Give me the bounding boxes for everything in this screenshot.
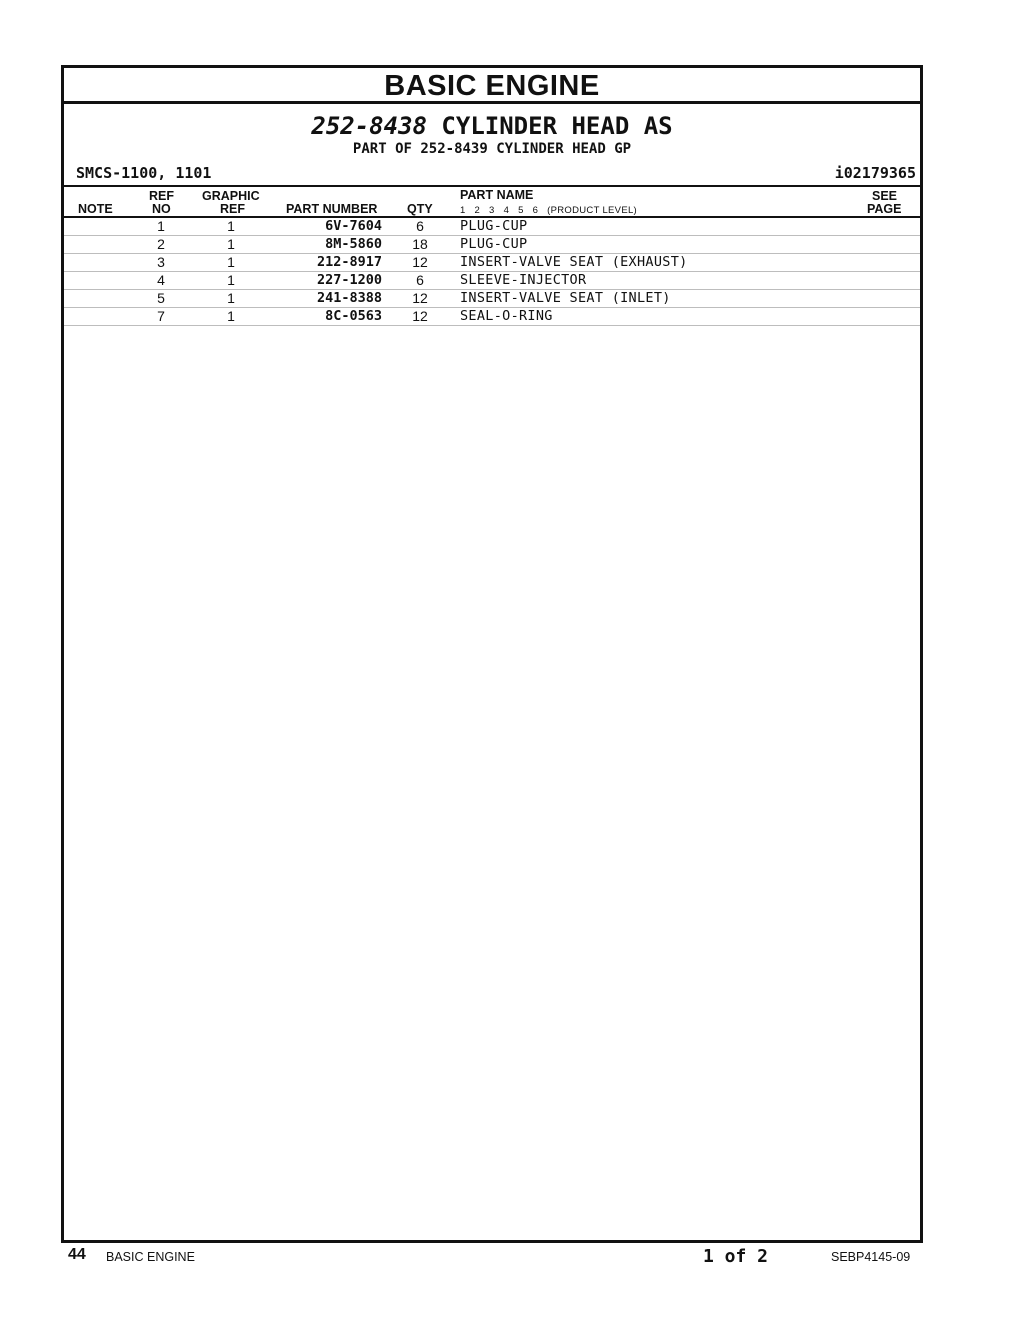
col-product-levels xyxy=(460,205,637,216)
assembly-name: CYLINDER HEAD AS xyxy=(441,112,673,140)
product-level-numbers: 1 2 3 4 5 6 xyxy=(460,205,539,216)
part-number: 6V-7604 xyxy=(325,218,382,234)
col-part-name: PART NAME xyxy=(460,188,534,202)
smcs-row xyxy=(64,165,920,187)
col-graphic-top: GRAPHIC xyxy=(202,189,260,203)
col-ref-bottom: NO xyxy=(152,202,171,216)
ref-no: 1 xyxy=(157,218,165,234)
part-number: 241-8388 xyxy=(316,290,382,306)
graphic-ref: 1 xyxy=(227,218,235,234)
quantity: 6 xyxy=(416,272,424,288)
column-header xyxy=(64,187,920,218)
col-qty: QTY xyxy=(407,202,433,216)
ref-no: 7 xyxy=(157,308,165,324)
ref-no: 3 xyxy=(157,254,165,270)
section-title: BASIC ENGINE xyxy=(64,68,920,104)
assembly-part-number: 252-8438 xyxy=(311,112,427,140)
col-see-top: SEE xyxy=(872,189,898,203)
quantity: 12 xyxy=(412,290,428,306)
graphic-ref: 1 xyxy=(227,272,235,288)
ref-no: 2 xyxy=(157,236,165,252)
smcs-code: SMCS-1100, 1101 xyxy=(76,164,212,182)
parts-list-frame xyxy=(61,65,923,1243)
table-row xyxy=(64,218,920,236)
part-number: 8M-5860 xyxy=(325,236,382,252)
parts-table xyxy=(64,218,920,326)
part-name: PLUG-CUP xyxy=(460,218,528,234)
quantity: 6 xyxy=(416,218,424,234)
document-id: SEBP4145-09 xyxy=(831,1250,911,1264)
quantity: 12 xyxy=(412,308,428,324)
graphic-ref: 1 xyxy=(227,254,235,270)
table-row xyxy=(64,290,920,308)
col-part-number: PART NUMBER xyxy=(286,202,378,216)
ref-no: 4 xyxy=(157,272,165,288)
col-note: NOTE xyxy=(78,202,113,216)
col-graphic-bottom: REF xyxy=(220,202,245,216)
graphic-ref: 1 xyxy=(227,308,235,324)
graphic-ref: 1 xyxy=(227,236,235,252)
part-number: 227-1200 xyxy=(316,272,382,288)
page-footer xyxy=(0,1246,1020,1270)
table-row xyxy=(64,308,920,326)
quantity: 12 xyxy=(412,254,428,270)
quantity: 18 xyxy=(412,236,428,252)
illustration-id: i02179365 xyxy=(834,164,916,182)
col-see-bottom: PAGE xyxy=(867,202,902,216)
part-name: SLEEVE-INJECTOR xyxy=(460,272,587,288)
part-number: 212-8917 xyxy=(316,254,382,270)
assembly-subtitle: PART OF 252-8439 CYLINDER HEAD GP xyxy=(352,141,632,157)
assembly-title xyxy=(64,112,920,140)
footer-section: BASIC ENGINE xyxy=(106,1250,195,1264)
graphic-ref: 1 xyxy=(227,290,235,306)
product-level-label: (PRODUCT LEVEL) xyxy=(547,205,637,216)
part-number: 8C-0563 xyxy=(325,308,382,324)
page-number: 44 xyxy=(68,1246,86,1263)
col-ref-top: REF xyxy=(149,189,174,203)
table-row xyxy=(64,272,920,290)
page-of: 1 of 2 xyxy=(703,1246,769,1267)
table-row xyxy=(64,236,920,254)
part-name: INSERT-VALVE SEAT (INLET) xyxy=(460,290,671,306)
part-name: INSERT-VALVE SEAT (EXHAUST) xyxy=(460,254,688,270)
table-row xyxy=(64,254,920,272)
ref-no: 5 xyxy=(157,290,165,306)
part-name: PLUG-CUP xyxy=(460,236,528,252)
part-name: SEAL-O-RING xyxy=(460,308,553,324)
